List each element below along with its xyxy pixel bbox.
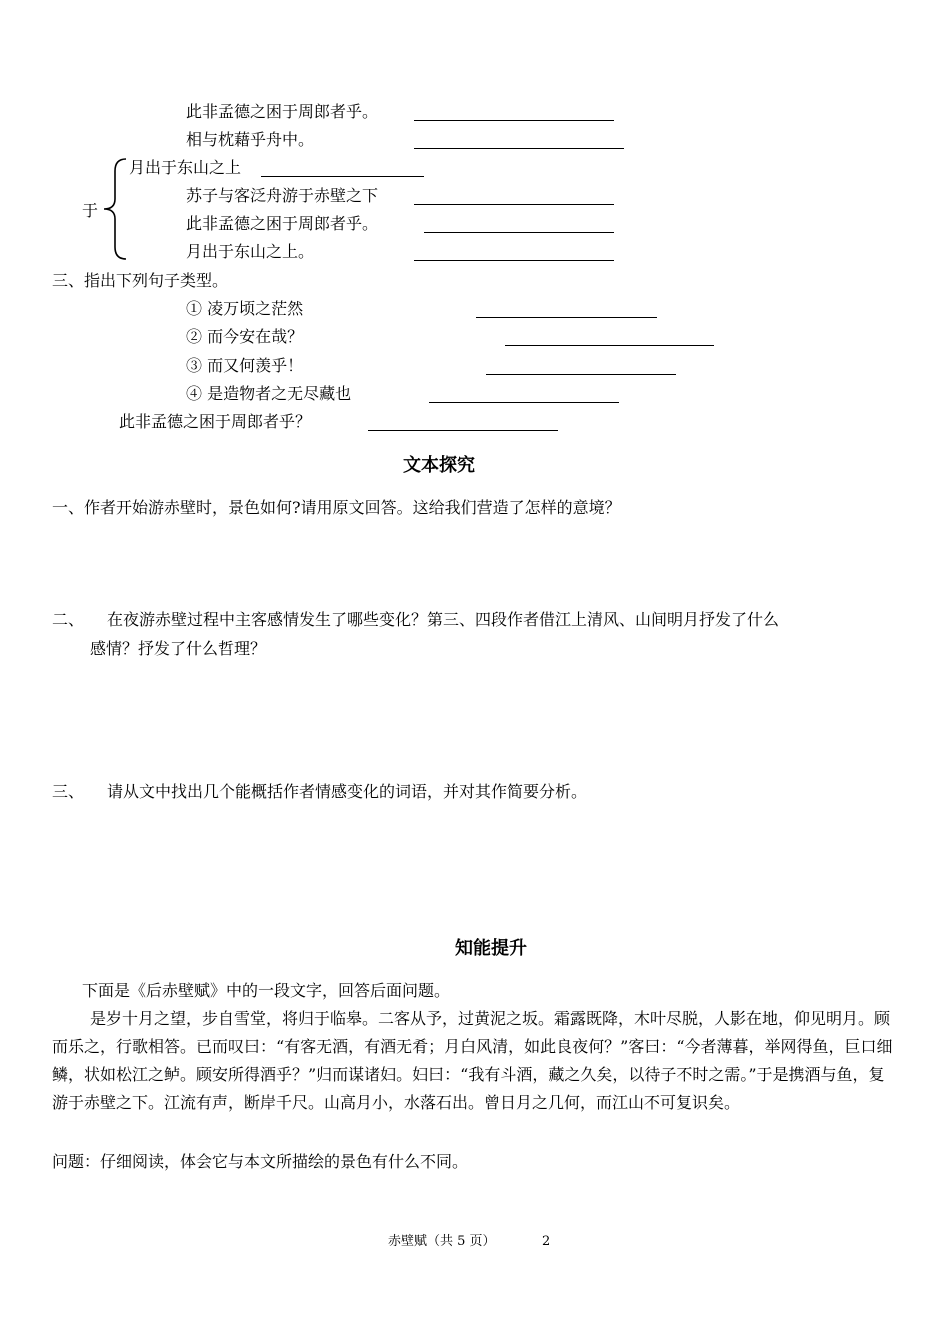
passage-question: 问题：仔细阅读，体会它与本文所描绘的景色有什么不同。 <box>52 1152 469 1171</box>
curly-brace-icon <box>100 157 130 261</box>
answer-blank[interactable] <box>429 402 619 403</box>
answer-blank[interactable] <box>505 345 714 346</box>
question-2-line-1: 在夜游赤壁过程中主客感情发生了哪些变化？第三、四段作者借江上清风、山间明月抒发了什么 <box>107 610 780 629</box>
yu-item: 月出于东山之上。 <box>186 242 315 261</box>
page-number: 2 <box>542 1234 551 1249</box>
answer-blank[interactable] <box>414 260 614 261</box>
yu-item: 苏子与客泛舟游于赤壁之下 <box>186 186 379 205</box>
sentence-item: 此非孟德之困于周郎者乎？ <box>119 412 312 431</box>
passage-intro: 下面是《后赤壁赋》中的一段文字，回答后面问题。 <box>82 981 451 1000</box>
sentence-item: ① 凌万顷之茫然 <box>186 299 304 318</box>
question-2-line-2: 感情？抒发了什么哲理？ <box>90 639 267 658</box>
page-footer-label: 赤壁赋（共 5 页） <box>388 1234 496 1249</box>
answer-blank[interactable] <box>424 232 614 233</box>
yu-group-label: 于 <box>82 201 99 220</box>
yu-item: 月出于东山之上 <box>129 158 242 177</box>
answer-blank[interactable] <box>414 120 614 121</box>
answer-blank[interactable] <box>368 430 558 431</box>
answer-blank[interactable] <box>476 317 657 318</box>
sentence-line: 相与枕藉乎舟中。 <box>186 130 315 149</box>
answer-blank[interactable] <box>414 204 614 205</box>
question-1: 一、作者开始游赤壁时，景色如何?请用原文回答。这给我们营造了怎样的意境？ <box>52 498 621 517</box>
yu-item: 此非孟德之困于周郎者乎。 <box>186 214 379 233</box>
question-3-number: 三、 <box>52 782 85 801</box>
passage-text: 是岁十月之望，步自雪堂，将归于临皋。二客从予，过黄泥之坂。霜露既降，木叶尽脱，人影在地，仰见明月。顾而乐之，行歌相答。已而叹曰：“有客无酒，有酒无肴；月白风清，如此良夜何？”客曰：“今者薄暮，举网得鱼，巨口细鳞，状如松江之鲈。顾安所得酒乎？”归而谋诸妇。妇曰：“我有斗酒，藏之久矣，以待子不时之需。”于是携酒与鱼，复游于赤壁之下。江流有声，断岸千尺。山高月小，水落石出。曾日月之几何，而江山不可复识矣。 <box>52 1009 893 1112</box>
question-2-number: 二、 <box>52 610 85 629</box>
section-heading: 三、指出下列句子类型。 <box>52 271 229 290</box>
section-title: 知能提升 <box>455 938 527 959</box>
answer-blank[interactable] <box>414 148 624 149</box>
sentence-item: ④ 是造物者之无尽藏也 <box>186 384 352 403</box>
answer-blank[interactable] <box>486 374 676 375</box>
sentence-item: ② 而今安在哉？ <box>186 327 304 346</box>
sentence-item: ③ 而又何羡乎！ <box>186 356 304 375</box>
question-3: 请从文中找出几个能概括作者情感变化的词语，并对其作简要分析。 <box>107 782 588 801</box>
section-title: 文本探究 <box>403 455 475 476</box>
sentence-line: 此非孟德之困于周郎者乎。 <box>186 102 379 121</box>
answer-blank[interactable] <box>261 176 424 177</box>
